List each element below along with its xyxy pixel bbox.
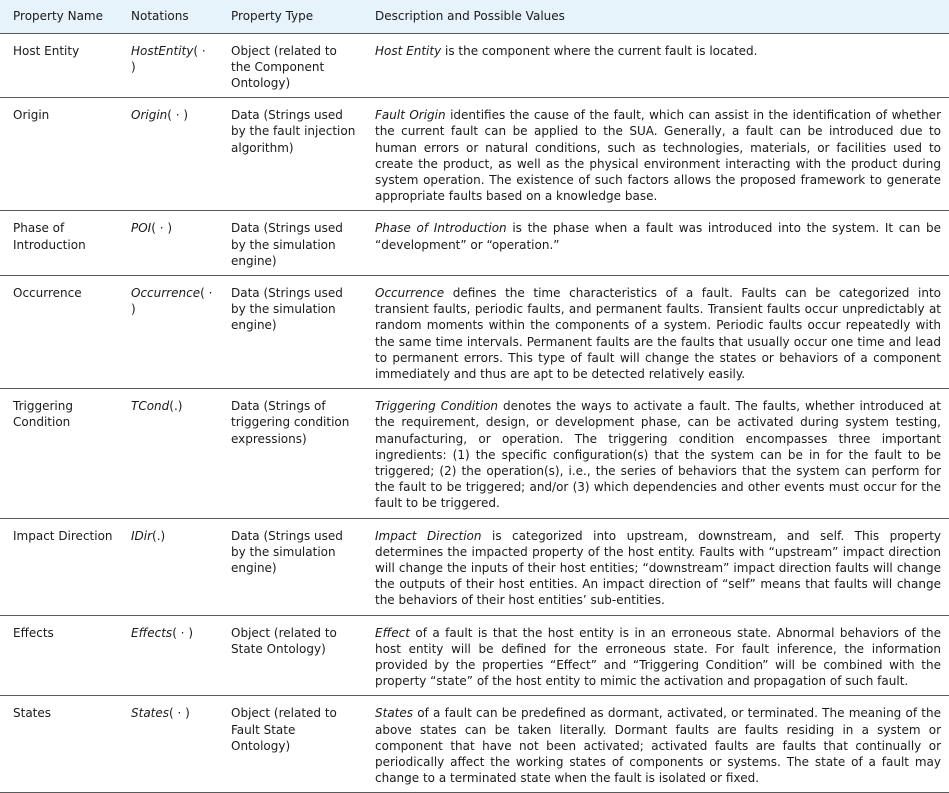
cell-description [362,98,949,211]
notation-args: ( · ) [167,108,189,123]
cell-description [362,211,949,276]
cell-property-type: Data (Strings used by the simulation engine) [218,211,362,276]
header-row [0,0,949,33]
table-row [0,696,949,793]
cell-property-name: Impact Direction [0,518,118,615]
table-body [0,33,949,793]
cell-notation [118,98,218,211]
cell-description [362,696,949,793]
cell-property-name: Host Entity [0,33,118,98]
notation-symbol: IDir [131,528,153,543]
notation-symbol: TCond [131,399,170,414]
cell-property-name: Occurrence [0,275,118,388]
cell-property-name: Origin [0,98,118,211]
cell-description [362,518,949,615]
cell-property-type: Object (related to Fault State Ontology) [218,696,362,793]
cell-notation [118,211,218,276]
description-term: Phase of Introduction [375,221,507,236]
notation-args: ( · ) [172,625,193,640]
table-row [0,615,949,696]
cell-property-type: Data (Strings used by the simulation engine) [218,518,362,615]
table-header [0,0,949,33]
notation-symbol: POI [131,221,152,236]
cell-property-name: Effects [0,615,118,696]
header-property-name: Property Name [13,9,103,24]
notation-args: ( · ) [169,706,190,721]
header-notations: Notations [131,9,189,24]
description-term: Occurrence [375,285,445,300]
table-row [0,98,949,211]
cell-notation [118,275,218,388]
cell-description [362,389,949,518]
description-text: defines the time characteristics of a fault. Faults can be categorized into transient faults, periodic faults, and permanent faults. Transient faults occur unpredictably at random moments within the components of a system. Periodic faults occur repeatedly with the same time intervals. Permanent faults are the faults that usually occur one time and lead to permanent errors. This type of fault will change the states or behaviors of a component immediately and thus are apt to be detected relatively easily. [375,285,941,381]
description-term: Effect [375,625,410,640]
description-text: denotes the ways to activate a fault. The faults, whether introduced at the requirement, design, or development phase, can be activated during system testing, manufacturing, or operation. The triggering condition encompasses three important ingredients: (1) the specific configuration(s) that the system can be in for the fault to be triggered; (2) the operation(s), i.e., the series of behaviors that the system can perform for the fault to be triggered; and/or (3) which dependencies and other events must occur for the fault to be triggered. [375,399,941,511]
description-term: States [375,706,414,721]
description-text: is the phase when a fault was introduced into the system. It can be “development” or “operation.” [375,221,941,252]
notation-args: ( · ) [131,285,213,317]
cell-description [362,275,949,388]
description-text: identifies the cause of the fault, which can assist in the identification of whether the current fault can be applied to the SUA. Generally, a fault can be introduced due to human errors or natural conditions, such as technologies, materials, or facilities used to create the product, as well as the physical environment interacting with the product during system operation. The existence of such factors allows the proposed framework to generate appropriate faults based on a knowledge base. [375,108,941,204]
cell-notation [118,615,218,696]
cell-notation [118,389,218,518]
cell-property-type: Object (related to the Component Ontology) [218,33,362,98]
cell-property-name: Triggering Condition [0,389,118,518]
notation-symbol: Effects [131,625,173,640]
table-row [0,389,949,518]
cell-property-type: Data (Strings used by the simulation engine) [218,275,362,388]
cell-description [362,615,949,696]
cell-description [362,33,949,98]
notation-args: (.) [152,528,166,543]
cell-notation [118,696,218,793]
header-property-type: Property Type [231,9,314,24]
cell-property-type: Object (related to State Ontology) [218,615,362,696]
table-row [0,33,949,98]
header-description: Description and Possible Values [375,9,565,24]
cell-notation [118,33,218,98]
table-row [0,275,949,388]
description-term: Triggering Condition [375,399,499,414]
cell-property-type: Data (Strings of triggering condition expressions) [218,389,362,518]
notation-args: (.) [169,399,183,414]
notation-symbol: Origin [131,108,168,123]
description-text: of a fault can be predefined as dormant, activated, or terminated. The meaning of the above states can be taken literally. Dormant faults are faults residing in a system or component that have not been activated; activated faults are faults that continually or periodically affect the working states of components or systems. The state of a fault may change to a terminated state when the fault is isolated or fixed. [375,706,941,786]
description-text: is categorized into upstream, downstream, and self. This property determines the impacted property of the host entity. Faults with “upstream” impact direction will change the inputs of their host entities; “downstream” impact direction faults will change the outputs of their host entities. An impact direction of “self” means that faults will change the behaviors of their host entities’ sub-entities. [375,528,942,608]
cell-property-name: States [0,696,118,793]
notation-args: ( · ) [151,221,173,236]
description-term: Fault Origin [375,108,446,123]
notation-symbol: Occurrence [131,285,201,300]
cell-property-type: Data (Strings used by the fault injection algorithm) [218,98,362,211]
description-text: is the component where the current fault is located. [441,43,758,58]
cell-property-name: Phase of Introduction [0,211,118,276]
table-row [0,211,949,276]
cell-notation [118,518,218,615]
table-row [0,518,949,615]
description-term: Host Entity [375,43,442,58]
notation-symbol: HostEntity [131,43,194,58]
notation-args: ( · ) [131,43,206,74]
notation-symbol: States [131,706,170,721]
description-term: Impact Direction [375,528,482,543]
description-text: of a fault is that the host entity is in an erroneous state. Abnormal behaviors of the host entity will be defined for the erroneous state. For fault inference, the information provided by the properties “Effect” and “Triggering Condition” will be combined with the property “state” of the host entity to mimic the activation and propagation of such fault. [375,625,941,689]
